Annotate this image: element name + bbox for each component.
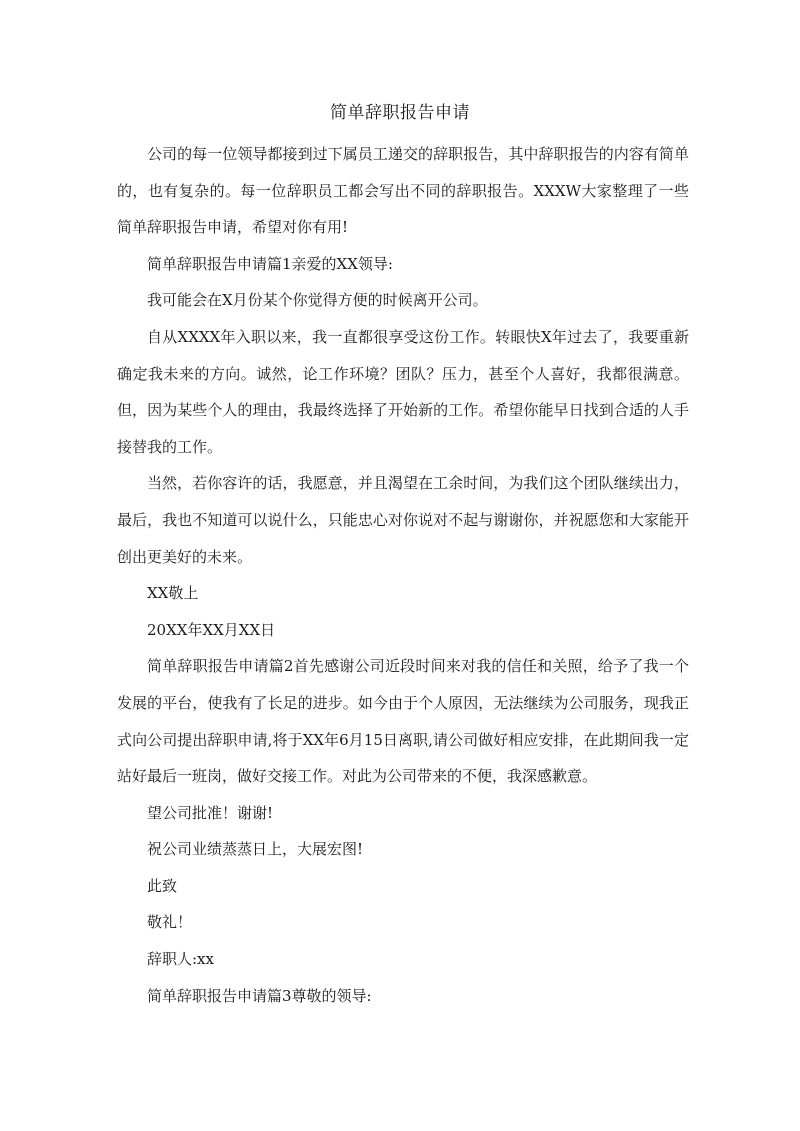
paragraph-intro: 公司的每一位领导都接到过下属员工递交的辞职报告，其中辞职报告的内容有简单的，也有复杂的。每一位辞职员工都会写出不同的辞职报告。XXXW大家整理了一些简单辞职报告申请，希望对你有用! [117, 145, 689, 237]
paragraph-letter2-body: 简单辞职报告申请篇2首先感谢公司近段时间来对我的信任和关照，给予了我一个发展的平台，使我有了长足的进步。如今由于个人原因，无法继续为公司服务，现我正式向公司提出辞职申请,将于XX年6月15日离职,请公司做好相应安排，在此期间我一定站好最后一班岗，做好交接工作。对此为公司带来的不便，我深感歉意。 [117, 657, 689, 786]
paragraph-letter2-jingli: 敬礼！ [147, 913, 193, 932]
paragraph-letter1-leave: 我可能会在X月份某个你觉得方便的时候离开公司。 [147, 291, 488, 310]
paragraph-letter1-heading: 简单辞职报告申请篇1亲爱的XX领导: [147, 254, 393, 273]
document-body [117, 136, 689, 1014]
paragraph-letter1-closing: 当然，若你容许的话，我愿意，并且渴望在工余时间，为我们这个团队继续出力，最后，我也不知道可以说什么，只能忠心对你说对不起与谢谢你，并祝愿您和大家能开创出更美好的未来。 [117, 474, 689, 566]
paragraph-letter2-signature: 辞职人:xx [147, 950, 214, 969]
document-title: 简单辞职报告申请 [330, 103, 470, 123]
paragraph-letter2-cizhi: 此致 [147, 876, 178, 895]
paragraph-letter3-heading: 简单辞职报告申请篇3尊敬的领导: [147, 986, 372, 1005]
paragraph-letter2-approval: 望公司批准！谢谢! [147, 803, 274, 822]
paragraph-letter2-wishes: 祝公司业绩蒸蒸日上，大展宏图! [147, 840, 364, 859]
paragraph-letter1-signature: XX敬上 [147, 584, 199, 603]
paragraph-letter1-date: 20XX年XX月XX日 [147, 620, 276, 639]
paragraph-letter1-reason: 自从XXXX年入职以来，我一直都很享受这份工作。转眼快X年过去了，我要重新确定我未来的方向。诚然，论工作环境？团队？压力，甚至个人喜好，我都很满意。但，因为某些个人的理由，我最终选择了开始新的工作。希望你能早日找到合适的人手接替我的工作。 [117, 327, 689, 456]
